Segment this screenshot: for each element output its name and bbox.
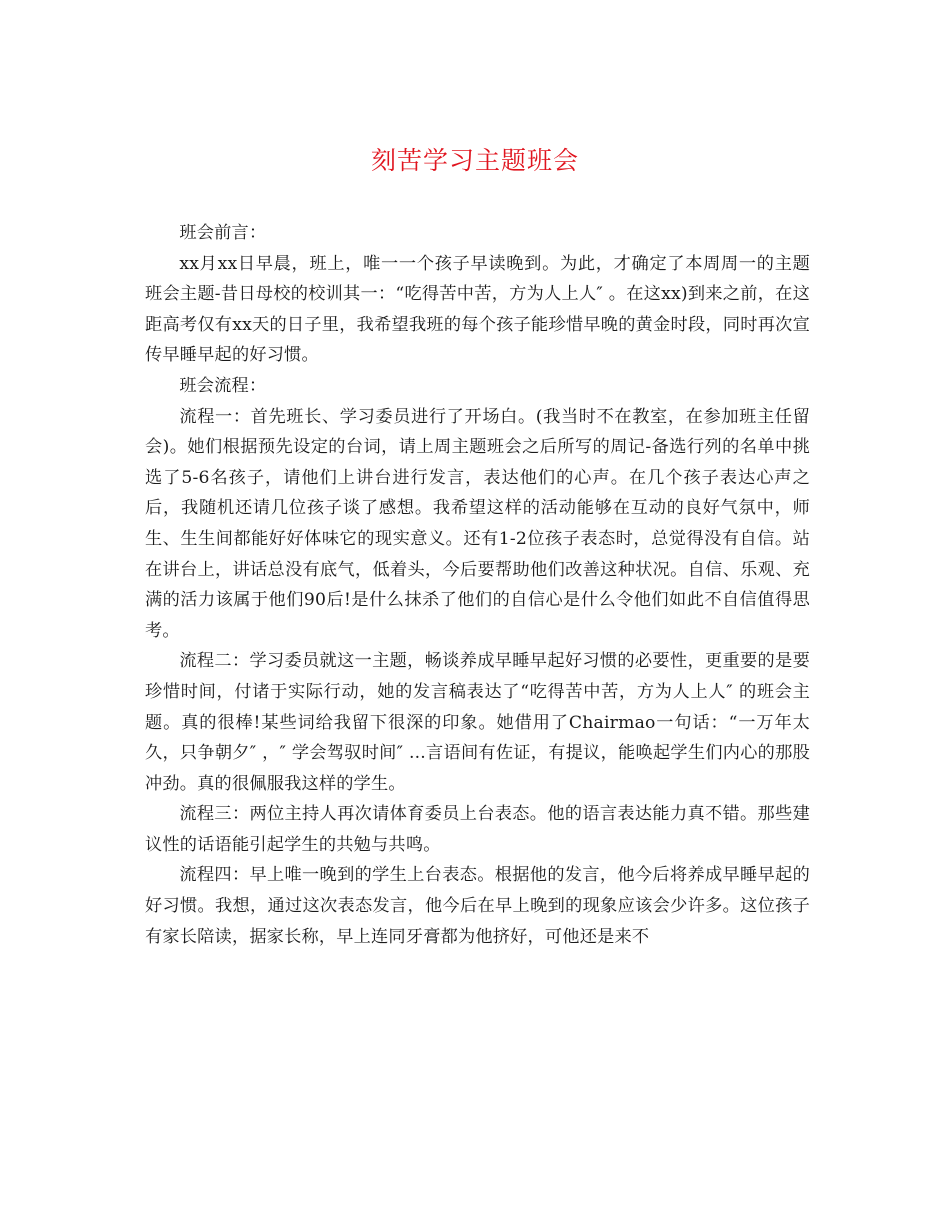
paragraph-preface: xx月xx日早晨，班上，唯一一个孩子早读晚到。为此，才确定了本周周一的主题班会主题-昔日母校的校训其一：“吃得苦中苦，方为人上人″ 。在这xx)到来之前，在这距高考仅有xx天的日子里，我希望我班的每个孩子能珍惜早晚的黄金时段，同时再次宣传早睡早起的好习惯。 bbox=[145, 253, 810, 366]
document-body bbox=[145, 218, 810, 952]
paragraph-process-two: 流程二：学习委员就这一主题，畅谈养成早睡早起好习惯的必要性，更重要的是要珍惜时间，付诸于实际行动，她的发言稿表达了“吃得苦中苦，方为人上人″ 的班会主题。真的很棒!某些词给我留下很深的印象。她借用了Chairmao一句话：“一万年太久，只争朝夕″ ，″ 学会驾驭时间″ ...言语间有佐证，有提议，能唤起学生们内心的那股冲劲。真的很佩服我这样的学生。 bbox=[145, 651, 810, 794]
paragraph-process-one: 流程一：首先班长、学习委员进行了开场白。(我当时不在教室，在参加班主任留会)。她们根据预先设定的台词，请上周主题班会之后所写的周记-备选行列的名单中挑选了5-6名孩子，请他们上讲台进行发言，表达他们的心声。在几个孩子表达心声之后，我随机还请几位孩子谈了感想。我希望这样的活动能够在互动的良好气氛中，师生、生生间都能好好体味它的现实意义。还有1-2位孩子表态时，总觉得没有自信。站在讲台上，讲话总没有底气，低着头，今后要帮助他们改善这种状况。自信、乐观、充满的活力该属于他们90后!是什么抹杀了他们的自信心是什么令他们如此不自信值得思考。 bbox=[145, 406, 810, 641]
document-title: 刻苦学习主题班会 bbox=[370, 146, 579, 175]
paragraph-process-four: 流程四：早上唯一晚到的学生上台表态。根据他的发言，他今后将养成早睡早起的好习惯。我想，通过这次表态发言，他今后在早上晚到的现象应该会少许多。这位孩子有家长陪读，据家长称，早上连同牙膏都为他挤好，可他还是来不 bbox=[145, 865, 810, 947]
paragraph-preface-heading: 班会前言： bbox=[179, 223, 267, 243]
paragraph-process-three: 流程三：两位主持人再次请体育委员上台表态。他的语言表达能力真不错。那些建议性的话语能引起学生的共勉与共鸣。 bbox=[145, 804, 810, 855]
paragraph-process-heading: 班会流程： bbox=[179, 375, 267, 396]
